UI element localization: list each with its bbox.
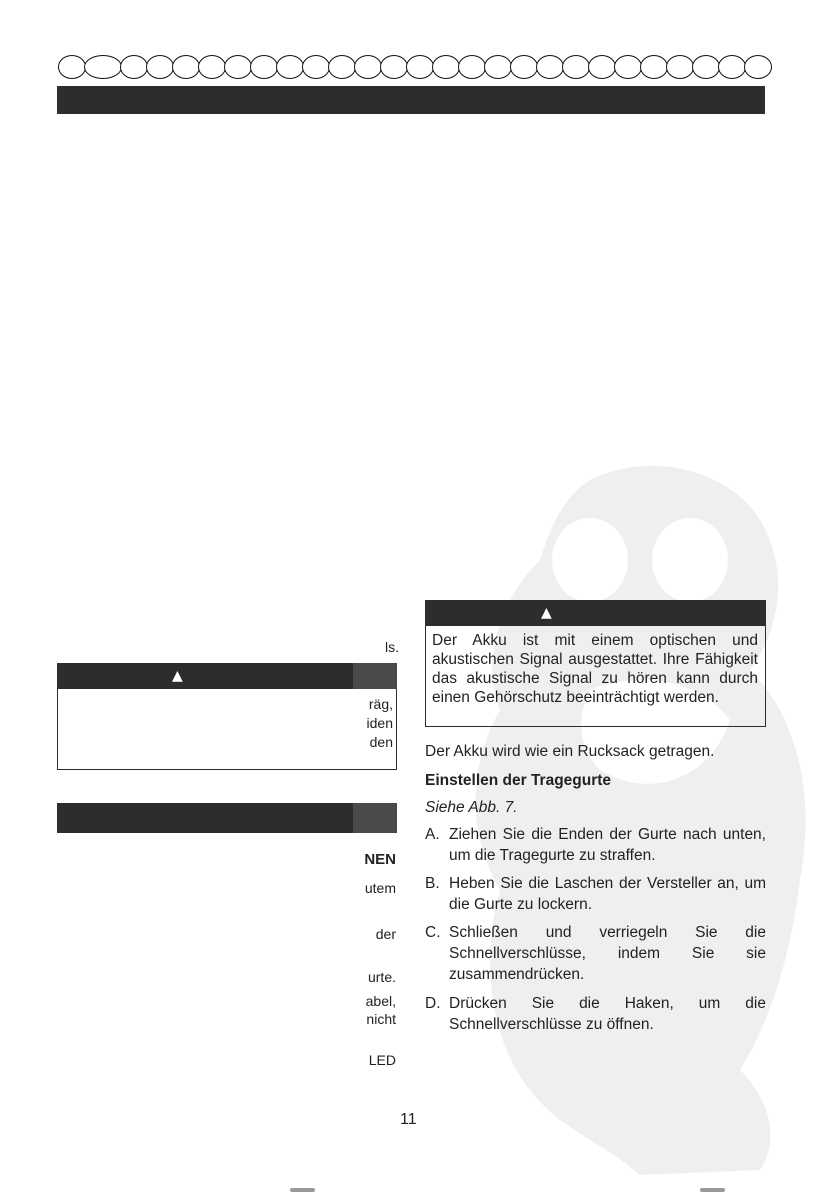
language-oval (250, 55, 278, 79)
language-selector-row (58, 55, 766, 79)
step-text: Heben Sie die Laschen der Versteller an, um die Gurte zu lockern. (449, 875, 766, 913)
warning-fragment: räg, (368, 696, 393, 712)
subheading: Einstellen der Tragegurte (425, 772, 612, 789)
page-number: 11 (400, 1111, 417, 1128)
step-letter: D. (425, 995, 441, 1012)
language-oval (224, 55, 252, 79)
warning-triangle-icon: ▲ (172, 668, 183, 684)
edge-mark (290, 1188, 315, 1192)
text-fragment: LED (368, 1052, 396, 1068)
left-warning-header (57, 663, 353, 689)
language-oval (58, 55, 86, 79)
warning-fragment: iden (366, 715, 393, 731)
language-oval (276, 55, 304, 79)
language-oval (536, 55, 564, 79)
figure-reference: Siehe Abb. 7. (425, 799, 518, 816)
language-oval (432, 55, 460, 79)
language-oval (484, 55, 512, 79)
edge-mark (700, 1188, 725, 1192)
section-bar-stub (353, 803, 397, 833)
language-oval (666, 55, 694, 79)
language-oval (458, 55, 486, 79)
language-oval (718, 55, 746, 79)
language-oval (198, 55, 226, 79)
step-text: Schließen und verriegeln Sie die Schnellverschlüsse, indem Sie sie zusammendrücken. (449, 924, 766, 983)
language-oval (562, 55, 590, 79)
language-oval (744, 55, 772, 79)
language-oval (510, 55, 538, 79)
language-oval (302, 55, 330, 79)
step-letter: B. (425, 875, 440, 892)
text-fragment: ls. (385, 639, 399, 655)
text-fragment: nicht (366, 1011, 396, 1027)
language-oval (120, 55, 148, 79)
text-fragment: der (375, 926, 396, 942)
intro-paragraph: Der Akku wird wie ein Rucksack getragen. (425, 743, 715, 760)
text-fragment: urte. (367, 969, 396, 985)
language-oval (406, 55, 434, 79)
warning-text: Der Akku ist mit einem optischen und akustischen Signal ausgestattet. Ihre Fähigkeit das akustische Signal zu hören kann durch einen Gehörschutz beeinträchtigt werden. (432, 632, 758, 706)
left-warning-header-stub (353, 663, 397, 689)
step-letter: A. (425, 826, 440, 843)
language-oval (328, 55, 356, 79)
language-oval (146, 55, 174, 79)
text-fragment: abel, (365, 993, 396, 1009)
warning-triangle-icon: ▲ (541, 605, 552, 621)
section-bar (57, 803, 353, 833)
section-heading-fragment: NEN (364, 851, 396, 868)
language-oval (692, 55, 720, 79)
language-oval (614, 55, 642, 79)
step-text: Ziehen Sie die Enden der Gurte nach unten, um die Tragegurte zu straffen. (449, 826, 766, 864)
language-oval-active (84, 55, 122, 79)
step-text: Drücken Sie die Haken, um die Schnellverschlüsse zu öffnen. (449, 995, 766, 1033)
warning-fragment: den (369, 734, 393, 750)
language-oval (354, 55, 382, 79)
right-warning-header (425, 600, 766, 626)
text-fragment: utem (364, 880, 396, 896)
header-bar (57, 86, 765, 114)
language-oval (640, 55, 668, 79)
language-oval (380, 55, 408, 79)
language-oval (172, 55, 200, 79)
language-oval (588, 55, 616, 79)
step-letter: C. (425, 924, 441, 941)
